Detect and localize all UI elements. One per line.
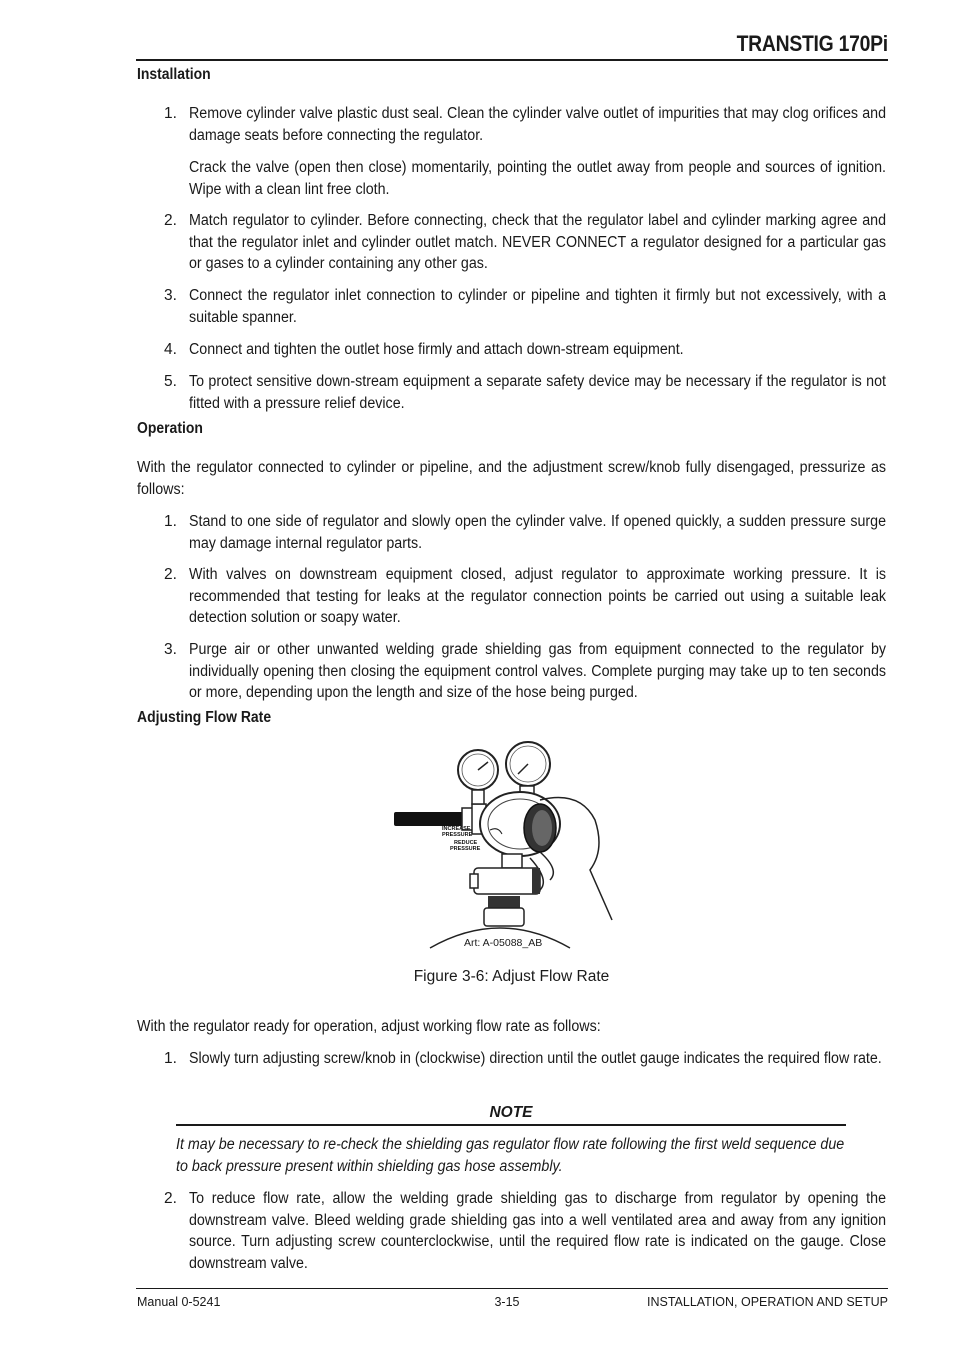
installation-item-1-continued — [164, 157, 886, 201]
reduce-pressure-label-line2: PRESSURE — [450, 846, 481, 852]
item-text: With valves on downstream equipment closed, adjust regulator to approximate working pressure. It is recommended that testing for leaks at the regulator connection points be carried out using a suitable leak detection solution or soapy water. — [189, 566, 887, 626]
operation-intro-text: With the regulator connected to cylinder or pipeline, and the adjustment screw/knob fully disengaged, pressurize as follows: — [137, 459, 887, 498]
item-text: To protect sensitive down-stream equipment a separate safety device may be necessary if the regulator is not fitted with a pressure relief device. — [189, 373, 887, 412]
item-text: Connect the regulator inlet connection to cylinder or pipeline and tighten it firmly but not excessively, with a suitable spanner. — [189, 287, 887, 326]
note-box — [176, 1134, 856, 1177]
installation-item-4 — [164, 339, 886, 361]
item-number: 3. — [164, 287, 177, 304]
item-number: 1. — [164, 1050, 177, 1067]
footer-page-number: 3-15 — [494, 1295, 520, 1309]
installation-item-3 — [164, 285, 886, 329]
footer-manual-number: Manual 0-5241 — [137, 1295, 221, 1309]
item-number: 1. — [164, 105, 177, 122]
item-number: 3. — [164, 641, 177, 658]
operation-heading: Operation — [137, 420, 203, 437]
increase-pressure-label-line2: PRESSURE — [442, 832, 473, 838]
item-text: Match regulator to cylinder. Before connecting, check that the regulator label and cylinder marking agree and that the regulator inlet and cylinder outlet match. NEVER CONNECT a regulator designed for a particular gas or gases to a cylinder containing any other gas. — [189, 212, 887, 272]
item-number: 1. — [164, 513, 177, 530]
operation-intro — [137, 457, 886, 500]
installation-item-5 — [164, 371, 886, 415]
document-title: TRANSTIG 170Pi — [736, 31, 888, 56]
item-number: 2. — [164, 1190, 177, 1207]
operation-item-2 — [164, 564, 886, 630]
item-text: To reduce flow rate, allow the welding grade shielding gas to discharge from regulator by opening the downstream valve. Bleed welding grade shielding gas into a well ventilated area and away from any ignition source. Turn adjusting screw counterclockwise, until the required flow rate is indicated on the gauge. Close downstream valve. — [189, 1190, 887, 1272]
item-text: Stand to one side of regulator and slowly open the cylinder valve. If opened quickly, a sudden pressure surge may damage internal regulator parts. — [189, 513, 887, 552]
item-text: Remove cylinder valve plastic dust seal. Clean the cylinder valve outlet of impurities that may clog orifices and damage seats before connecting the regulator. — [189, 105, 887, 144]
flow-rate-intro-text: With the regulator ready for operation, adjust working flow rate as follows: — [137, 1018, 601, 1035]
item-text: Crack the valve (open then close) momentarily, pointing the outlet away from people and sources of ignition. Wipe with a clean lint free cloth. — [189, 159, 887, 198]
note-label: NOTE — [489, 1104, 533, 1121]
header-rule — [136, 59, 888, 61]
increase-pressure-label-line1: INCREASE — [442, 826, 471, 832]
item-text: Slowly turn adjusting screw/knob in (clockwise) direction until the outlet gauge indicates the required flow rate. — [189, 1050, 882, 1067]
regulator-illustration — [390, 740, 620, 952]
item-number: 5. — [164, 373, 177, 390]
reduce-pressure-label-line1: REDUCE — [454, 840, 478, 846]
installation-item-2 — [164, 210, 886, 276]
footer-rule — [136, 1288, 888, 1289]
operation-item-1 — [164, 511, 886, 555]
footer-section-name: INSTALLATION, OPERATION AND SETUP — [646, 1295, 888, 1309]
flow-rate-heading: Adjusting Flow Rate — [137, 709, 272, 726]
flow-rate-intro — [137, 1016, 886, 1038]
installation-heading: Installation — [137, 66, 211, 83]
flow-rate-item-1 — [164, 1048, 886, 1092]
item-number: 2. — [164, 212, 177, 229]
item-text: Connect and tighten the outlet hose firmly and attach down-stream equipment. — [189, 341, 684, 358]
art-reference-label: Art: A-05088_AB — [464, 937, 543, 949]
item-text: Purge air or other unwanted welding grade shielding gas from equipment connected to the regulator by individually opening then closing the equipment control valves. Complete purging may take up to ten seconds or more, depending upon the length and size of the hose being purged. — [189, 641, 887, 701]
installation-item-1 — [164, 103, 886, 147]
note-rule — [176, 1124, 846, 1126]
flow-rate-item-2 — [164, 1188, 886, 1276]
note-text: It may be necessary to re-check the shielding gas regulator flow rate following the first weld sequence due to back pressure present within shielding gas hose assembly. — [176, 1136, 845, 1175]
figure-caption: Figure 3-6: Adjust Flow Rate — [413, 968, 610, 985]
operation-item-3 — [164, 639, 886, 705]
item-number: 4. — [164, 341, 177, 358]
item-number: 2. — [164, 566, 177, 583]
